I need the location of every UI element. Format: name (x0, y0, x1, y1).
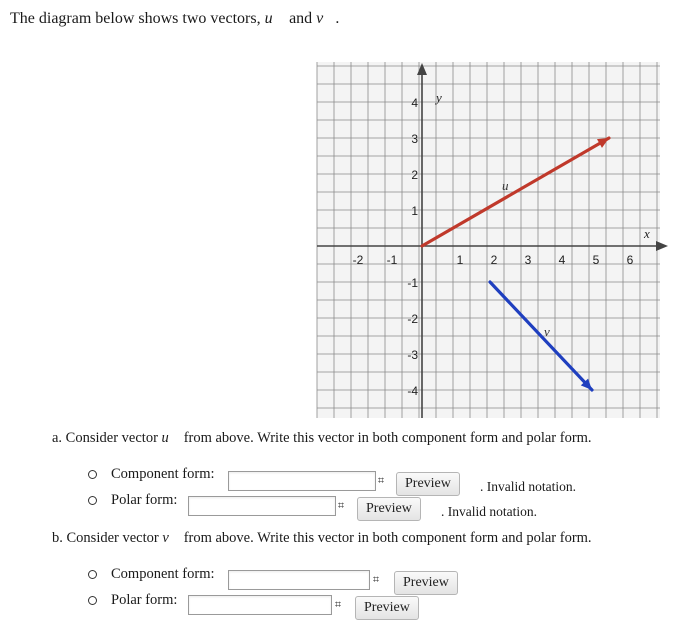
part-b-component-row (88, 566, 215, 583)
part-b-polar-input-icon[interactable]: ⌗ (334, 598, 342, 611)
y-tick-label: 2 (411, 168, 418, 182)
part-a-component-row (88, 466, 215, 483)
x-tick-label: 2 (490, 253, 498, 267)
part-b-prompt-start: b. Consider vector (52, 530, 159, 546)
x-axis-arrow-icon (656, 241, 668, 251)
intro-sentence: The diagram below shows two vectors, (10, 10, 261, 27)
y-tick-label: -4 (407, 384, 418, 398)
x-tick-label: 4 (558, 253, 566, 267)
graph-background (317, 62, 660, 418)
part-a-polar-row (88, 492, 177, 509)
part-b-polar-label: Polar form: (111, 592, 178, 608)
part-a-component-input[interactable] (228, 471, 376, 491)
y-axis-label: y (436, 90, 442, 105)
part-b-component-input-icon[interactable]: ⌗ (372, 573, 380, 586)
vector-v-label: v⃗ (544, 324, 560, 339)
part-b-polar-preview-button[interactable]: Preview (355, 596, 419, 620)
vector-u-label: u⃗ (502, 178, 519, 193)
x-tick-label: 3 (524, 253, 532, 267)
part-a-prompt-end: from above. Write this vector in both component form and polar form. (183, 430, 592, 446)
part-a-polar-input-icon[interactable]: ⌗ (337, 499, 345, 512)
intro-vector-v: v⃗. (316, 10, 340, 27)
part-b-polar-input[interactable] (188, 595, 332, 615)
part-a-component-status: . Invalid notation. (480, 479, 576, 494)
bullet-icon (88, 596, 97, 605)
x-axis-label: x (644, 226, 650, 241)
part-a-component-preview-button[interactable]: Preview (396, 472, 460, 496)
part-b-prompt (52, 530, 592, 547)
part-b-polar-row (88, 592, 177, 609)
y-tick-label: -3 (407, 348, 418, 362)
part-a-component-input-icon[interactable]: ⌗ (377, 474, 385, 487)
part-a-prompt-start: a. Consider vector (52, 430, 158, 446)
x-tick-label: 5 (592, 253, 600, 267)
intro-vector-u: u⃗ (264, 10, 286, 27)
part-a-vector: u⃗ (161, 430, 181, 446)
part-a-polar-status: . Invalid notation. (441, 504, 537, 519)
y-tick-label: 1 (411, 204, 418, 218)
bullet-icon (88, 470, 97, 479)
y-tick-label: -1 (407, 276, 418, 290)
bullet-icon (88, 570, 97, 579)
y-tick-label: 3 (411, 132, 418, 146)
part-b-vector: v⃗ (162, 530, 181, 546)
part-b-component-input[interactable] (228, 570, 370, 590)
bullet-icon (88, 496, 97, 505)
part-b-component-label: Component form: (111, 566, 215, 582)
x-tick-label: -2 (352, 253, 364, 267)
part-a-polar-input[interactable] (188, 496, 336, 516)
x-tick-label: -1 (386, 253, 398, 267)
x-tick-label: 6 (626, 253, 634, 267)
part-a-polar-preview-button[interactable]: Preview (357, 497, 421, 521)
part-b-component-preview-button[interactable]: Preview (394, 571, 458, 595)
part-a-component-label: Component form: (111, 466, 215, 482)
part-a-polar-label: Polar form: (111, 492, 178, 508)
y-tick-label: -2 (407, 312, 418, 326)
x-tick-label: 1 (456, 253, 464, 267)
y-tick-label: 4 (411, 96, 418, 110)
intro-and: and (289, 10, 313, 27)
part-a-prompt (52, 430, 592, 447)
part-b-prompt-end: from above. Write this vector in both component form and polar form. (183, 530, 592, 546)
